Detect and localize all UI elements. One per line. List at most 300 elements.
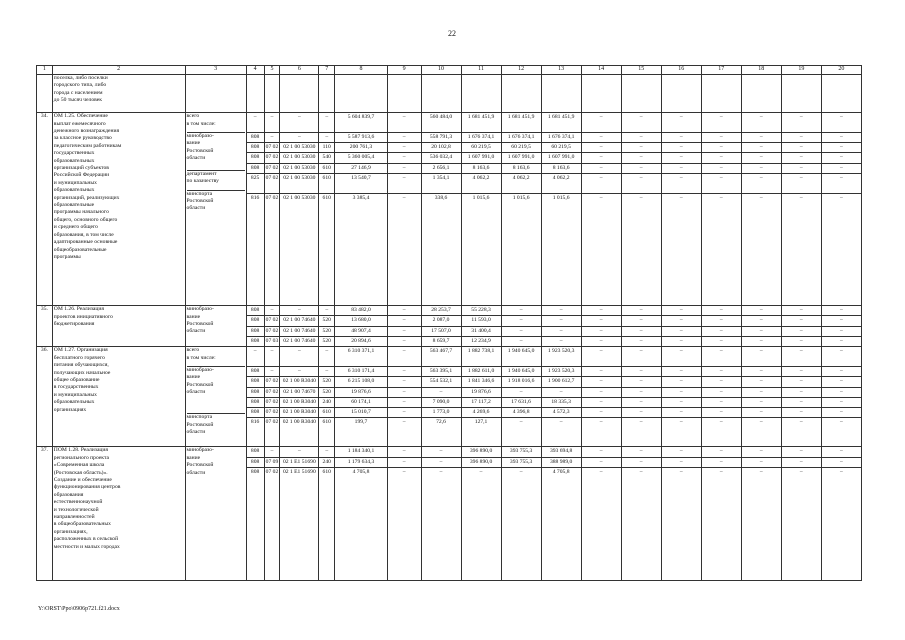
cell-value: – [599,338,603,345]
cell-value: – [439,468,443,475]
value-cell [661,113,701,306]
cell-value: – [782,327,821,337]
value-cell [501,447,541,580]
cell-value: – [822,164,861,174]
cell-value: 6 310 171,4 [335,367,387,377]
value-cell [541,447,581,580]
cell-value: – [662,398,701,408]
cell-value: 1 607 991,0 [462,153,501,163]
value-cell [421,306,461,347]
cell-value: 02 1 00 74640 [280,316,318,326]
cell-value: – [388,458,421,468]
cell-value: – [402,419,406,426]
column-number: 2 [52,66,185,75]
value-cell [621,447,661,580]
cell-value: 07 02 [265,143,280,153]
cell-value: – [280,133,318,143]
cell-value: – [742,164,781,174]
value-cell [335,347,388,447]
executor-cell [185,447,246,580]
cell-value: 1 882 611,0 [462,367,501,377]
column-number: 15 [621,66,661,75]
cell-value: – [622,388,661,398]
cell-value: 17 631,6 [502,398,541,408]
cell-value: – [742,367,781,377]
cell-value: – [622,316,661,326]
cell-value: – [742,113,781,133]
executor-cell [185,75,246,113]
cell-value: 808 [250,468,260,475]
cell-value: – [265,113,280,133]
executor-cell [185,306,246,347]
value-cell [501,113,541,306]
cell-value: 1 179 634,3 [335,458,387,468]
cell-value: – [702,113,741,133]
cell-value: – [782,398,821,408]
value-cell [741,347,781,447]
cell-value: 02 1 00 R3040 [280,398,318,408]
cell-value: 808 [247,447,264,457]
cell-value: – [265,367,280,377]
row-number: 34. [37,113,53,306]
cell-value: – [319,367,334,377]
cell-value: – [599,419,603,426]
cell-value: 07 02 [265,316,280,326]
cell-value: 07 09 [265,458,280,468]
cell-value: – [582,316,621,326]
value-cell [461,113,501,306]
cell-value [335,75,387,112]
cell-value: – [639,419,643,426]
cell-value: 20 102,8 [422,143,461,153]
cell-value: – [582,377,621,387]
value-cell [280,75,319,113]
cell-value: – [402,338,406,345]
cell-value: 72,6 [436,419,446,426]
cell-value: – [622,447,661,457]
cell-value: – [388,447,421,457]
cell-value: – [702,133,741,143]
cell-value: – [388,174,421,194]
cell-value: – [662,153,701,163]
cell-value: – [782,377,821,387]
executor-name: всего в том числе: [187,347,245,367]
cell-value: – [582,164,621,174]
table-row [37,306,862,347]
cell-value: 808 [247,133,264,143]
cell-value: – [662,377,701,387]
cell-value: 240 [319,458,334,468]
value-cell [781,347,821,447]
value-cell [335,113,388,306]
cell-value: – [782,306,821,316]
measure-name: ПОМ 1.28. Реализация регионального проекта «Современная школа (Ростовская область)». Создание и обеспечение функционирования центров образования естественнонаучной и технологической направленностей в общеобразовательных организациях, расположенных в сельской местности и малых городах [52,447,185,580]
cell-value: – [582,388,621,398]
cell-value: 60 219,5 [462,143,501,153]
cell-value: – [782,408,821,418]
cell-value: – [822,153,861,163]
cell-value: 520 [322,338,331,345]
cell-value: 520 [319,327,334,337]
cell-value: 11 593,0 [462,316,501,326]
cell-value: 60 219,5 [542,143,581,153]
cell-value: – [662,388,701,398]
cell-value: 02 1 E1 51690 [282,468,316,475]
value-cell [581,347,621,447]
cell-value: – [622,347,661,367]
cell-value: – [742,447,781,457]
cell-value: – [782,174,821,194]
cell-value: 1 676 374,1 [462,133,501,143]
cell-value: 4 705,8 [552,468,570,475]
cell-value: 1 015,6 [472,194,490,201]
cell-value: – [622,174,661,194]
value-cell [541,113,581,306]
table-row [37,347,862,447]
value-cell [541,75,581,113]
column-number: 14 [581,66,621,75]
cell-value: 1 773,0 [422,408,461,418]
value-cell [821,447,861,580]
cell-value: – [319,306,334,316]
cell-value: – [822,133,861,143]
cell-value: 12 234,9 [471,338,491,345]
cell-value: – [702,388,741,398]
executor-name: минобразо- вание Ростовской области [187,367,245,415]
cell-value: 02 1 00 53030 [280,143,318,153]
cell-value: 83 482,0 [335,306,387,316]
measure-name: ОМ 1.25. Обеспечение выплат ежемесячного денежного вознаграждения за классное руководство педагогическим работникам государственных образовательных организаций субъектов Российской Федерации и муниципальных образовательных организаций, реализующих образовательные программы начального общего, основного общего и среднего общего образования, в том числе адаптированные основные общеобразовательные программы [52,113,185,306]
cell-value: 808 [247,388,264,398]
cell-value: 02 1 00 R3040 [280,408,318,418]
value-cell [661,306,701,347]
cell-value: 17 117,2 [462,398,501,408]
cell-value: – [840,194,843,201]
cell-value: 13 540,7 [335,174,387,194]
cell-value: – [759,468,763,475]
cell-value: – [319,113,334,133]
cell-value: 5 587 913,6 [335,133,387,143]
cell-value: – [822,113,861,133]
cell-value: – [388,388,421,398]
cell-value: – [759,338,763,345]
cell-value: – [662,347,701,367]
value-cell [621,347,661,447]
cell-value: – [582,143,621,153]
cell-value: – [388,408,421,418]
cell-value: – [759,194,763,201]
value-cell [264,447,280,580]
cell-value: 07 02 [265,398,280,408]
value-cell [741,113,781,306]
cell-value: – [519,468,523,475]
value-cell [701,75,741,113]
cell-value: – [742,306,781,316]
value-cell [741,306,781,347]
cell-value: 393 694,8 [542,447,581,457]
cell-value: – [679,338,683,345]
cell-value [319,75,334,112]
cell-value: 1 607 991,0 [542,153,581,163]
cell-value: 27 146,9 [335,164,387,174]
cell-value: – [662,447,701,457]
cell-value: 07 02 [265,377,280,387]
cell-value: 808 [247,306,264,316]
column-number: 12 [501,66,541,75]
cell-value: 808 [247,327,264,337]
cell-value: – [742,408,781,418]
value-cell [741,447,781,580]
value-cell [701,447,741,580]
cell-value: – [662,174,701,194]
cell-value: – [662,143,701,153]
cell-value: 610 [319,164,334,174]
cell-value: – [742,398,781,408]
value-cell [421,347,461,447]
cell-value [502,75,541,112]
value-cell [335,447,388,580]
value-cell [701,347,741,447]
cell-value: – [582,347,621,367]
value-cell [264,306,280,347]
cell-value: – [702,447,741,457]
cell-value: 19 876,6 [335,388,387,398]
cell-value: 6 310 371,1 [335,347,387,367]
cell-value: 02 1 00 R3040 [282,419,316,426]
value-cell [541,306,581,347]
value-cell [387,306,421,347]
column-number: 1 [37,66,53,75]
cell-value: – [582,408,621,418]
cell-value: 1 015,6 [552,194,570,201]
cell-value: 240 [319,398,334,408]
cell-value: 19 876,6 [462,388,501,398]
value-cell [246,306,264,347]
column-number: 11 [461,66,501,75]
cell-value: 610 [319,408,334,418]
cell-value: – [542,306,581,316]
value-cell [501,75,541,113]
cell-value [388,75,421,112]
value-cell [387,347,421,447]
value-cell [246,447,264,580]
table-row [37,113,862,306]
value-cell [319,306,335,347]
cell-value: – [702,143,741,153]
cell-value: – [622,377,661,387]
cell-value: – [519,419,523,426]
cell-value: – [582,174,621,194]
cell-value: 02 1 00 53030 [280,164,318,174]
value-cell [541,347,581,447]
cell-value: 816 [250,419,260,426]
cell-value: 1 923 520,3 [542,347,581,367]
cell-value [542,75,581,112]
value-cell [781,113,821,306]
column-number: 4 [246,66,264,75]
cell-value: – [622,398,661,408]
cell-value: 1 015,6 [512,194,530,201]
value-cell [781,306,821,347]
cell-value: 07 03 [265,338,279,345]
cell-value: – [662,316,701,326]
cell-value: – [639,468,643,475]
file-path-footer: Y:\ORST\Ppo\0906p721.f21.docx [38,606,120,612]
cell-value: – [742,153,781,163]
cell-value: 558 791,3 [422,133,461,143]
cell-value: 560 484,0 [422,113,461,133]
cell-value: 8 163,6 [462,164,501,174]
row-number: 35. [37,306,53,347]
value-cell [335,75,388,113]
cell-value: 808 [247,153,264,163]
cell-value [462,75,501,112]
page-number: 22 [448,29,456,38]
cell-value: – [422,447,461,457]
cell-value: 1 354,1 [422,174,461,194]
cell-value: – [622,143,661,153]
cell-value: – [840,468,843,475]
column-number: 19 [781,66,821,75]
cell-value [280,75,318,112]
cell-value: – [662,327,701,337]
cell-value: – [582,306,621,316]
cell-value: – [388,367,421,377]
cell-value: – [582,153,621,163]
cell-value: – [822,347,861,367]
executor-name: департамент по казачеству [187,171,245,191]
value-cell [264,75,280,113]
value-cell [701,306,741,347]
cell-value: – [502,388,541,398]
executor-name: минобразо- вание Ростовской области [187,133,245,171]
column-number: 8 [335,66,388,75]
value-cell [661,75,701,113]
cell-value: – [639,338,643,345]
cell-value: 808 [247,458,264,468]
cell-value: – [582,367,621,377]
cell-value: – [679,194,683,201]
cell-value: 1 923 520,3 [542,367,581,377]
cell-value: 1 841 346,6 [462,377,501,387]
cell-value: 808 [247,367,264,377]
value-cell [335,306,388,347]
cell-value: – [388,316,421,326]
cell-value: – [822,398,861,408]
cell-value: – [402,468,406,475]
cell-value: 808 [247,316,264,326]
cell-value: 07 02 [265,194,279,201]
cell-value: 610 [322,194,331,201]
value-cell [501,347,541,447]
cell-value: – [662,164,701,174]
cell-value: 563 395,1 [422,367,461,377]
cell-value: 2 087,0 [422,316,461,326]
cell-value: 520 [319,316,334,326]
cell-value: – [782,143,821,153]
cell-value: – [280,306,318,316]
cell-value: – [559,419,563,426]
value-cell [246,113,264,306]
cell-value: – [388,113,421,133]
cell-value: 02 1 00 74640 [280,327,318,337]
cell-value: 825 [247,174,264,194]
value-cell [319,113,335,306]
cell-value: 13 680,0 [335,316,387,326]
cell-value: – [782,153,821,163]
column-number: 17 [701,66,741,75]
cell-value: 338,6 [434,194,448,201]
value-cell [581,306,621,347]
cell-value: – [542,316,581,326]
cell-value: 4 572,3 [542,408,581,418]
cell-value: – [742,377,781,387]
cell-value: – [822,447,861,457]
value-cell [421,75,461,113]
cell-value: – [759,419,763,426]
table-row [37,447,862,580]
cell-value: – [265,306,280,316]
cell-value: – [822,367,861,377]
executor-name [187,75,245,112]
value-cell [461,347,501,447]
column-number: 9 [387,66,421,75]
cell-value: 5 360 005,4 [335,153,387,163]
cell-value: 2 656,1 [422,164,461,174]
cell-value: – [822,316,861,326]
cell-value: 4 062,2 [502,174,541,194]
value-cell [387,75,421,113]
cell-value: 393 755,3 [502,458,541,468]
cell-value: – [822,388,861,398]
cell-value: 07 02 [265,153,280,163]
cell-value: – [639,194,643,201]
cell-value: 02 1 00 74640 [283,338,316,345]
value-cell [621,306,661,347]
cell-value: – [422,388,461,398]
cell-value: – [622,367,661,377]
executor-name: минспорта Ростовской области [186,414,214,436]
column-number: 16 [661,66,701,75]
cell-value: – [799,338,803,345]
cell-value: – [702,367,741,377]
cell-value: – [782,367,821,377]
cell-value: – [479,468,483,475]
cell-value: – [388,143,421,153]
column-number: 5 [264,66,280,75]
cell-value: 48 907,4 [335,327,387,337]
executor-cell [185,113,246,306]
cell-value: – [502,306,541,316]
cell-value: – [582,133,621,143]
value-cell [264,347,280,447]
cell-value: – [662,408,701,418]
cell-value: 18 335,3 [542,398,581,408]
cell-value: – [799,419,803,426]
cell-value: 554 532,1 [422,377,461,387]
cell-value [582,75,621,112]
cell-value: 1 681 451,9 [542,113,581,133]
cell-value: – [599,468,603,475]
row-number: 36. [37,347,53,447]
cell-value: – [822,408,861,418]
executor-name: всего в том числе: [187,113,245,133]
value-cell [781,447,821,580]
cell-value: – [622,153,661,163]
cell-value: 07 02 [265,327,280,337]
cell-value: 610 [322,419,331,426]
cell-value: 4 062,2 [542,174,581,194]
